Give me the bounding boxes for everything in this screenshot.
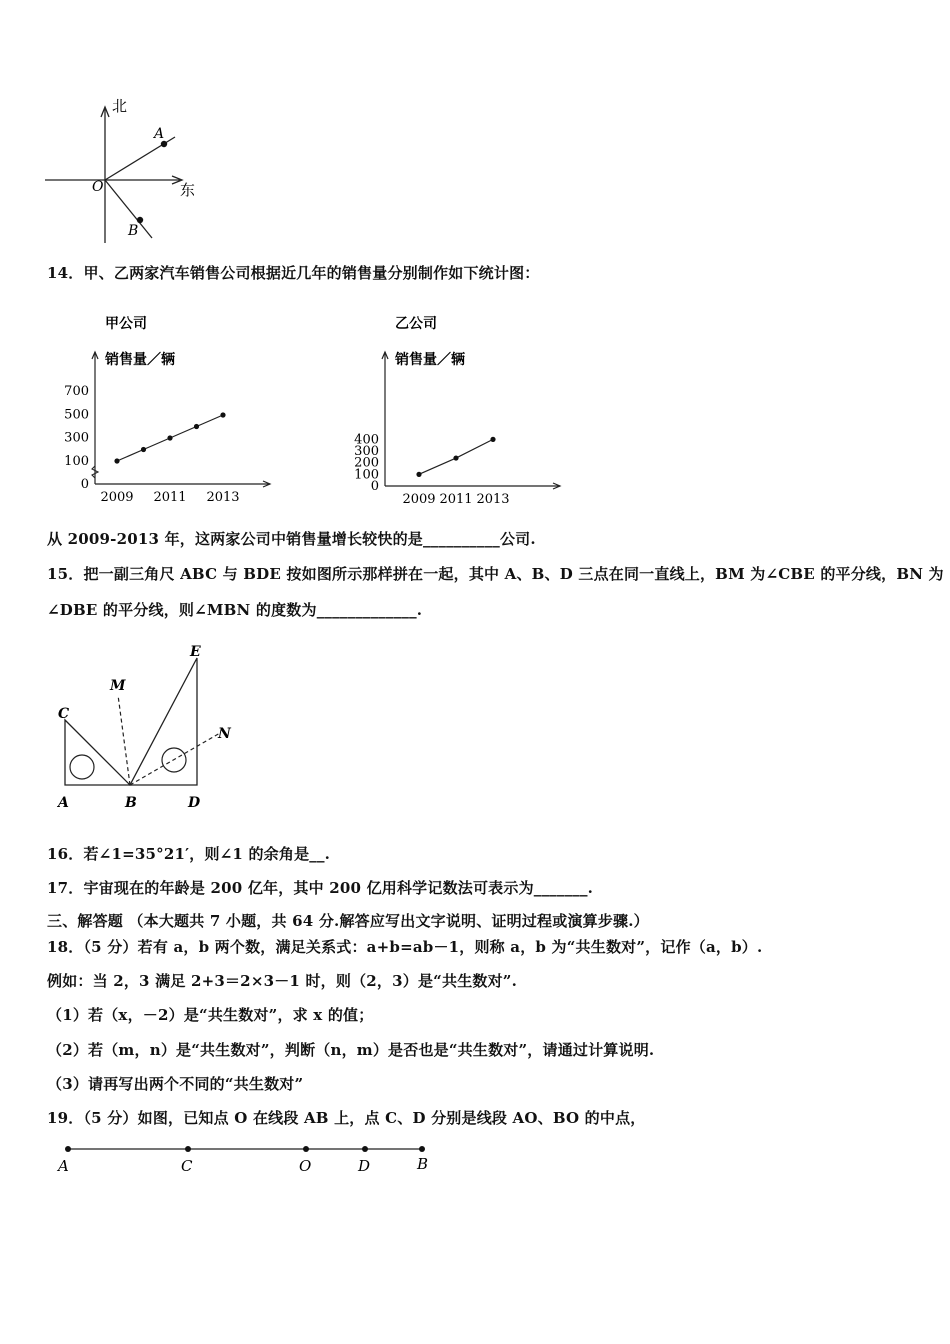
point-c-dot: [185, 1146, 191, 1152]
chart-jia-x-tick-label: 2013: [206, 490, 240, 505]
triangle-abc: [65, 720, 130, 785]
chart-jia-y-tick-label: 700: [64, 384, 89, 400]
chart-yi-data-point: [416, 472, 421, 477]
q18-part1: （1）若（x，－2）是“共生数对”，求 x 的值；: [47, 1006, 374, 1024]
chart-jia-ylabel: 销售量／辆: [105, 352, 175, 368]
chart-jia-data-point: [194, 424, 199, 429]
chart-jia-x-tick-label: 2011: [153, 490, 187, 505]
q16-text: 16．若∠1=35°21′，则∠1 的余角是__.: [47, 845, 331, 863]
chart-jia-y-tick-label: 100: [64, 454, 89, 469]
q18-line1: 18．（5 分）若有 a，b 两个数，满足关系式：a+b=ab－1，则称 a，b 为“共生数对”，记作（a，b）.: [47, 938, 763, 956]
chart-yi-y-tick-label: 400: [354, 432, 379, 448]
q14-text: 14．甲、乙两家汽车销售公司根据近几年的销售量分别制作如下统计图：: [47, 264, 540, 282]
chart-jia-x-tick-label: 2009: [100, 490, 134, 505]
chart-jia-data-point: [114, 458, 119, 463]
triangles-figure: [50, 640, 250, 815]
label-n: N: [218, 726, 231, 742]
east-label: 东: [180, 181, 196, 199]
point-d-dot: [362, 1146, 368, 1152]
label-m: M: [110, 678, 126, 694]
label-a: A: [58, 795, 69, 811]
segment-label-d: D: [358, 1157, 371, 1175]
chart-yi-x-tick-label: 2013: [476, 492, 510, 507]
q18-part3: （3）请再写出两个不同的“共生数对”: [47, 1075, 304, 1093]
chart-jia-data-point: [141, 447, 146, 452]
segment-label-b: B: [417, 1155, 429, 1173]
label-b: B: [125, 795, 137, 811]
q19-text: 19．（5 分）如图，已知点 O 在线段 AB 上，点 C、D 分别是线段 AO、BO 的中点，: [47, 1109, 646, 1127]
q17-text: 17．宇宙现在的年龄是 200 亿年，其中 200 亿用科学记数法可表示为_______.: [47, 879, 594, 897]
section-3-heading: 三、解答题 （本大题共 7 小题，共 64 分.解答应写出文字说明、证明过程或演算步骤.）: [47, 912, 649, 930]
chart-jia-title: 甲公司: [105, 316, 147, 332]
point-a-dot: [65, 1146, 71, 1152]
q14-answer: 从 2009-2013 年，这两家公司中销售量增长较快的是__________公司.: [47, 530, 536, 548]
chart-yi-y-tick-label: 200: [354, 455, 379, 471]
chart-jia: [55, 310, 285, 510]
point-a-label: A: [154, 126, 165, 142]
chart-yi-title: 乙公司: [395, 316, 437, 332]
point-b-dot: [419, 1146, 425, 1152]
ray-bm: [118, 695, 130, 785]
label-e: E: [190, 644, 201, 660]
chart-yi-data-point: [453, 455, 458, 460]
segment-figure: [50, 1138, 450, 1183]
compass-figure: [40, 95, 210, 245]
chart-jia-y-tick-label: 0: [80, 477, 89, 492]
chart-jia-y-tick-label: 300: [64, 430, 89, 446]
q18-part2: （2）若（m，n）是“共生数对”，判断（n，m）是否也是“共生数对”，请通过计算说明.: [47, 1041, 655, 1059]
chart-jia-data-point: [167, 435, 172, 440]
triangle-abc-hole: [70, 755, 94, 779]
point-o-dot: [303, 1146, 309, 1152]
label-d: D: [188, 795, 201, 811]
chart-yi-data-point: [490, 437, 495, 442]
north-label: 北: [112, 97, 128, 115]
chart-yi-x-tick-label: 2011: [439, 492, 473, 507]
segment-label-o: O: [299, 1157, 312, 1175]
chart-yi-y-tick-label: 300: [354, 444, 379, 460]
q18-example: 例如：当 2，3 满足 2+3＝2×3－1 时，则（2，3）是“共生数对”.: [47, 972, 518, 990]
segment-label-a: A: [58, 1157, 69, 1175]
segment-label-c: C: [181, 1157, 193, 1175]
label-c: C: [58, 706, 70, 722]
chart-jia-data-point: [220, 412, 225, 417]
chart-yi-x-tick-label: 2009: [402, 492, 436, 507]
chart-yi-y-tick-label: 0: [370, 479, 379, 494]
chart-yi: [345, 310, 575, 510]
q15-line2: ∠DBE 的平分线，则∠MBN 的度数为_____________.: [47, 601, 423, 619]
q15-line1: 15．把一副三角尺 ABC 与 BDE 按如图所示那样拼在一起，其中 A、B、D 三点在同一直线上，BM 为∠CBE 的平分线，BN 为: [47, 565, 944, 583]
origin-label: O: [92, 179, 104, 195]
chart-yi-ylabel: 销售量／辆: [395, 352, 465, 368]
point-b-label: B: [128, 223, 139, 239]
chart-yi-y-tick-label: 100: [354, 467, 379, 483]
chart-jia-y-tick-label: 500: [64, 407, 89, 423]
